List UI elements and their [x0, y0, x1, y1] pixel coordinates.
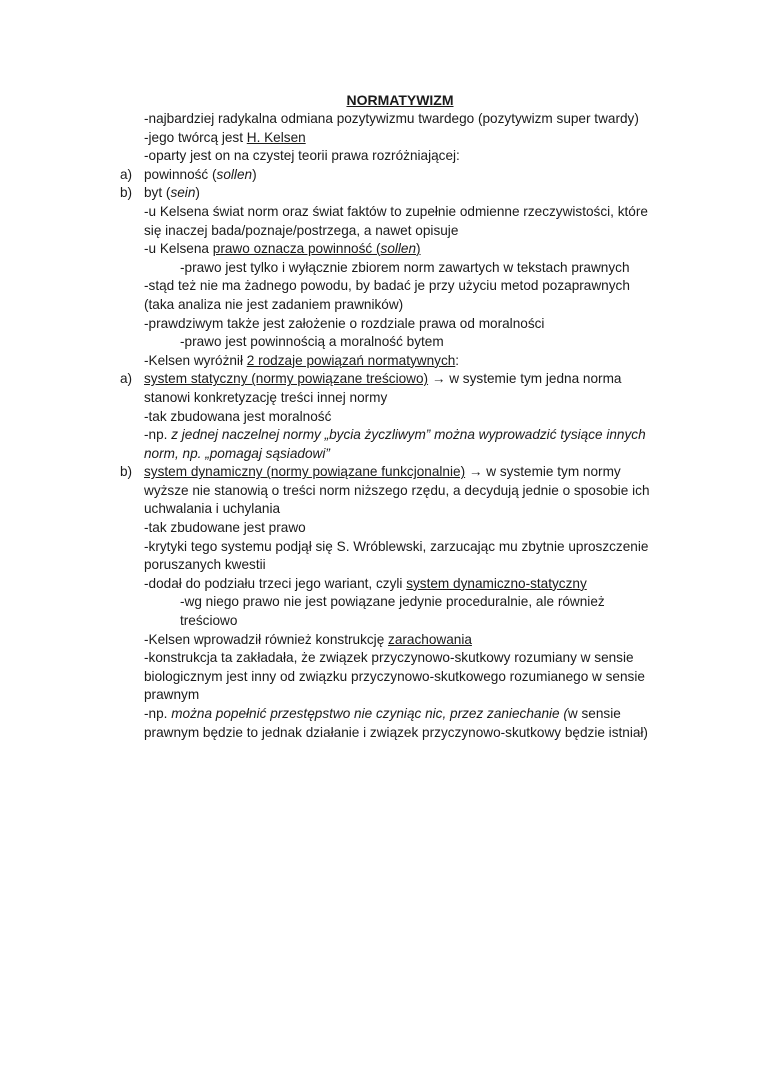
text-run: prawo oznacza powinność (	[212, 241, 381, 257]
italic-term: sollen	[380, 241, 417, 257]
page-title: NORMATYWIZM	[346, 92, 454, 108]
text-run: w sensie prawnym będzie to jednak działanie i związek przyczynowo-skutkowy będzie istniał)	[144, 706, 648, 740]
text-run: -np.	[144, 706, 172, 721]
text-run: -u Kelsena	[144, 241, 213, 257]
paragraph: -u Kelsena świat norm oraz świat faktów to zupełnie odmienne rzeczywistości, które się inaczej bada/poznaje/postrzega, a nawet opisuje	[144, 203, 648, 238]
text-run: :	[455, 352, 460, 368]
text-run: -jego twórcą jest	[144, 129, 247, 145]
paragraph	[120, 426, 660, 463]
paragraph: -konstrukcja ta zakładała, że związek przyczynowo-skutkowy rozumiany w sensie biologicznym jest inny od związku przyczynowo-skutkowego rozumianego w sensie prawnym	[144, 650, 645, 703]
underlined-term: system dynamiczny (normy powiązane funkcjonalnie)	[144, 464, 466, 480]
paragraph	[120, 631, 660, 650]
list-item	[120, 166, 660, 185]
paragraph: -prawdziwym także jest założenie o rozdziale prawa od moralności	[144, 315, 545, 331]
text-run: -np.	[144, 427, 172, 443]
text-run: -dodał do podziału trzeci jego wariant, czyli	[144, 575, 407, 591]
paragraph	[120, 593, 660, 630]
text-run: byt (	[144, 185, 171, 201]
paragraph: -prawo jest tylko i wyłącznie zbiorem norm zawartych w tekstach prawnych	[180, 259, 630, 275]
paragraph: -tak zbudowana jest moralność	[144, 408, 332, 424]
list-marker: b)	[120, 464, 133, 480]
italic-term: sollen	[216, 166, 253, 182]
text-run: -Kelsen wprowadził również konstrukcję	[144, 631, 389, 647]
italic-term: sein	[170, 185, 196, 201]
paragraph: -najbardziej radykalna odmiana pozytywizmu twardego (pozytywizm super twardy)	[144, 111, 639, 126]
paragraph	[120, 129, 660, 148]
paragraph: -tak zbudowane jest prawo	[144, 520, 306, 536]
text-run: -Kelsen wyróżnił	[144, 352, 247, 368]
text-run: )	[252, 166, 257, 182]
list-item	[120, 184, 660, 203]
paragraph: -stąd też nie ma żadnego powodu, by badać je przy użyciu metod pozaprawnych (taka analiza nie jest zadaniem prawników)	[144, 278, 630, 312]
text-run: w systemie tym normy wyższe nie stanowią o treści norm niższego rzędu, a decydują jednie o sposobie ich uchwalania i uchylania	[144, 464, 650, 517]
underlined-term: system statyczny (normy powiązane treściowo)	[144, 371, 429, 387]
paragraph: -prawo jest powinnością a moralność bytem	[180, 334, 444, 350]
text-run: w systemie tym jedna norma stanowi konkretyzację treści innej normy	[144, 371, 622, 405]
italic-term: można popełnić przestępstwo nie czyniąc nic, przez zaniechanie (	[171, 706, 568, 721]
paragraph	[120, 352, 660, 371]
italic-term: z jednej naczelnej normy „bycia życzliwym” można wyprowadzić tysiące innych norm, np. „pomagaj sąsiadowi”	[144, 427, 646, 461]
paragraph: -oparty jest on na czystej teorii prawa rozróżniającej:	[144, 148, 460, 164]
underlined-term: 2 rodzaje powiązań normatywnych	[246, 352, 456, 368]
list-marker: a)	[120, 371, 133, 387]
list-marker: b)	[120, 185, 133, 201]
text-run: )	[416, 241, 421, 257]
paragraph: -krytyki tego systemu podjął się S. Wróblewski, zarzucając mu zbytnie uproszczenie poruszanych kwestii	[144, 538, 649, 573]
document-body	[120, 110, 660, 742]
paragraph	[120, 575, 660, 594]
arrow-right-icon: →	[468, 464, 483, 480]
underlined-term: H. Kelsen	[246, 129, 306, 145]
text-run: )	[195, 185, 200, 201]
text-run: -wg niego prawo nie jest powiązane jedynie proceduralnie, ale również treściowo	[180, 594, 605, 629]
list-marker: a)	[120, 166, 133, 182]
underlined-term: zarachowania	[388, 631, 472, 647]
paragraph	[120, 705, 660, 742]
list-item	[120, 463, 660, 519]
underlined-term: system dynamiczno-statyczny	[406, 575, 587, 591]
text-run: powinność (	[144, 166, 217, 182]
paragraph	[120, 240, 660, 259]
underlined-term	[213, 241, 421, 256]
arrow-right-icon: →	[431, 371, 446, 387]
list-item	[120, 370, 660, 407]
